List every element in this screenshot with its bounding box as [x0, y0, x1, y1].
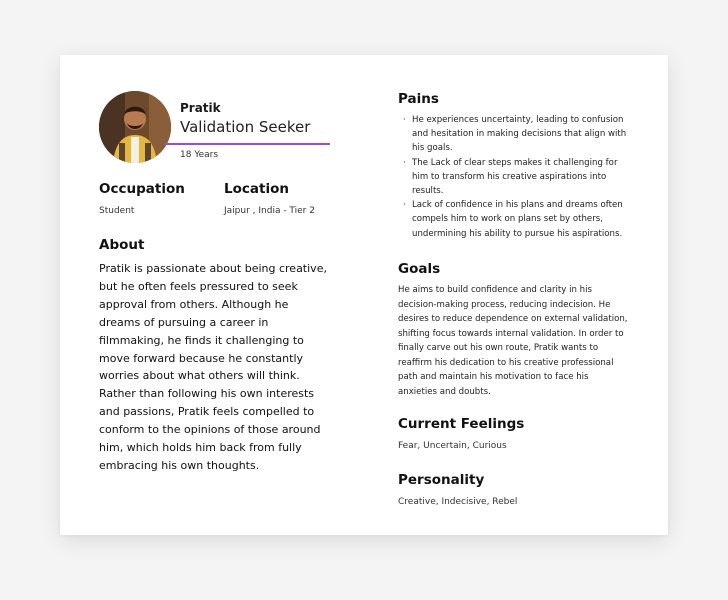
avatar	[99, 91, 171, 163]
location-value: Jaipur , India - Tier 2	[224, 206, 315, 216]
goals-heading: Goals	[398, 261, 441, 277]
current-feelings-value: Fear, Uncertain, Curious	[398, 441, 507, 451]
pains-list	[398, 113, 634, 241]
about-text: Pratik is passionate about being creative, but he often feels pressured to seek approval from others. Although he dreams of pursuing a career in filmmaking, he finds it challenging to move forward because he constantly worries about what others will think. Rather than following his own interests and passions, Pratik feels compelled to conform to the opinions of those around him, which holds him back from fully embracing his own thoughts.	[99, 262, 327, 472]
pains-heading: Pains	[398, 91, 439, 107]
persona-age: 18 Years	[180, 150, 219, 160]
about-heading: About	[99, 237, 145, 253]
persona-card	[60, 55, 668, 535]
personality-heading: Personality	[398, 472, 485, 488]
person-photo	[99, 91, 171, 163]
persona-role: Validation Seeker	[180, 118, 311, 136]
list-item: · The Lack of clear steps makes it challenging for him to transform his creative aspirations into results.	[398, 156, 634, 199]
list-item: · He experiences uncertainty, leading to confusion and hesitation in making decisions that align with his goals.	[398, 113, 634, 156]
accent-divider	[164, 143, 330, 145]
personality-value: Creative, Indecisive, Rebel	[398, 497, 518, 507]
location-heading: Location	[224, 181, 289, 197]
occupation-heading: Occupation	[99, 181, 185, 197]
persona-name: Pratik	[180, 101, 221, 115]
goals-text: He aims to build confidence and clarity in his decision-making process, reducing indecision. He desires to reduce dependence on external validation, shifting focus towards internal validation. In order to finally carve out his own route, Pratik wants to reaffirm his dedication to his creative professional path and maintain his motivation to face his anxieties and doubts.	[398, 285, 628, 397]
occupation-value: Student	[99, 206, 135, 216]
list-item: · Lack of confidence in his plans and dreams often compels him to work on plans set by others, undermining his ability to pursue his aspirations.	[398, 198, 634, 241]
current-feelings-heading: Current Feelings	[398, 416, 525, 432]
